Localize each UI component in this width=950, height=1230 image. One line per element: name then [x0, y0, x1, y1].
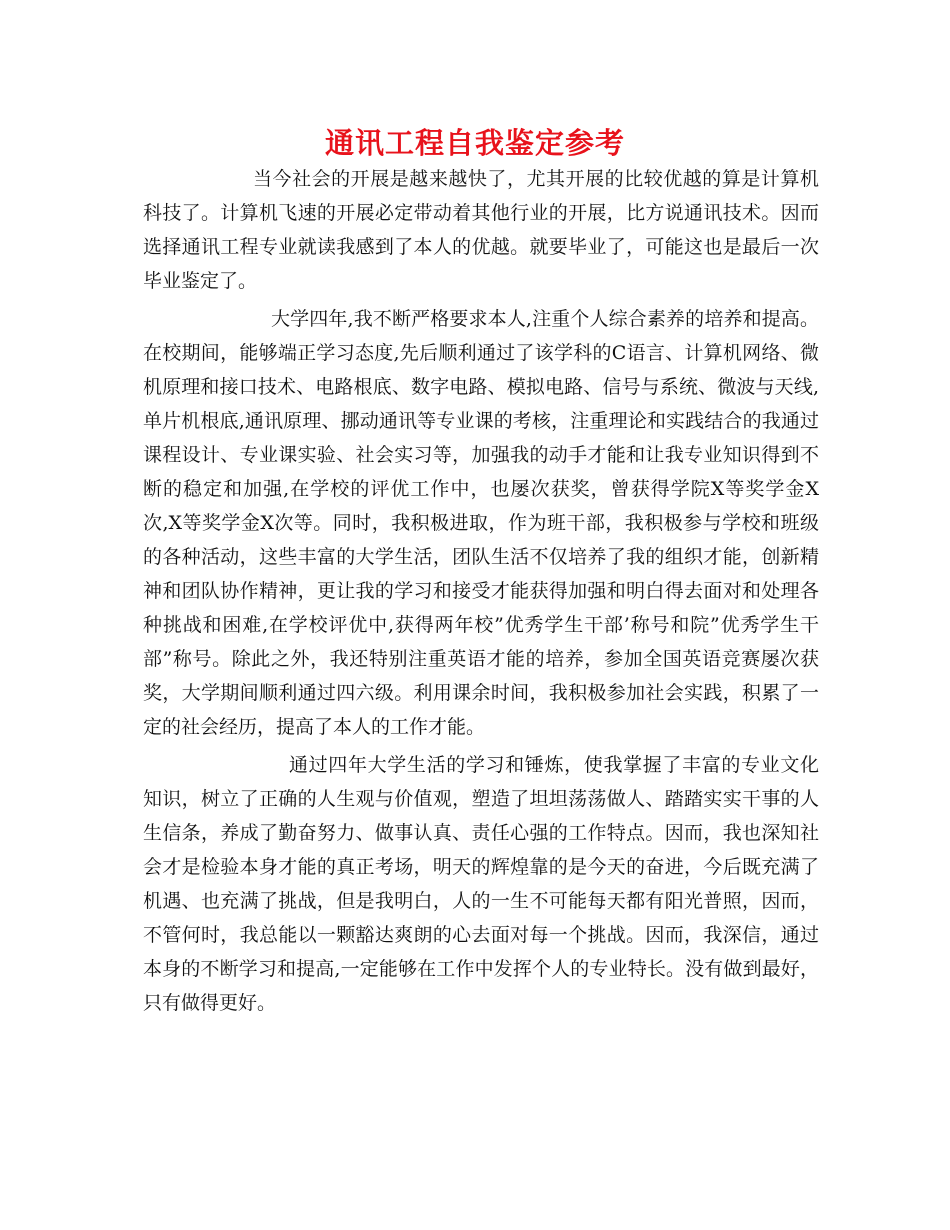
document-title: 通讯工程自我鉴定参考 [324, 126, 625, 160]
document-body [143, 162, 819, 1020]
paragraph-intro: 当今社会的开展是越来越快了，尤其开展的比较优越的算是计算机科技了。计算机飞速的开展必定带动着其他行业的开展，比方说通讯技术。因而选择通讯工程专业就读我感到了本人的优越。就要毕业了，可能这也是最后一次毕业鉴定了。 [143, 168, 819, 292]
paragraph-university-years: 大学四年,我不断严格要求本人,注重个人综合素养的培养和提高。在校期间，能够端正学习态度,先后顺利通过了该学科的C语言、计算机网络、微机原理和接口技术、电路根底、数字电路、模拟电路、信号与系统、微波与天线,单片机根底,通讯原理、挪动通讯等专业课的考核，注重理论和实践结合的我通过课程设计、专业课实验、社会实习等，加强我的动手才能和让我专业知识得到不断的稳定和加强,在学校的评优工作中，也屡次获奖，曾获得学院X等奖学金X次,X等奖学金X次等。同时，我积极进取，作为班干部，我积极参与学校和班级的各种活动，这些丰富的大学生活，团队生活不仅培养了我的组织才能，创新精神和团队协作精神，更让我的学习和接受才能获得加强和明白得去面对和处理各种挑战和困难,在学校评优中,获得两年校”优秀学生干部’称号和院”优秀学生干部”称号。除此之外，我还特别注重英语才能的培养，参加全国英语竞赛屡次获奖，大学期间顺利通过四六级。利用课余时间，我积极参加社会实践，积累了一定的社会经历，提高了本人的工作才能。 [143, 308, 819, 738]
paragraph-conclusion: 通过四年大学生活的学习和锤炼，使我掌握了丰富的专业文化知识，树立了正确的人生观与价值观，塑造了坦坦荡荡做人、踏踏实实干事的人生信条，养成了勤奋努力、做事认真、责任心强的工作特点。因而，我也深知社会才是检验本身才能的真正考场，明天的辉煌靠的是今天的奋进，今后既充满了机遇、也充满了挑战，但是我明白，人的一生不可能每天都有阳光普照，因而，不管何时，我总能以一颗豁达爽朗的心去面对每一个挑战。因而，我深信，通过本身的不断学习和提高,一定能够在工作中发挥个人的专业特长。没有做到最好，只有做得更好。 [143, 754, 819, 1014]
